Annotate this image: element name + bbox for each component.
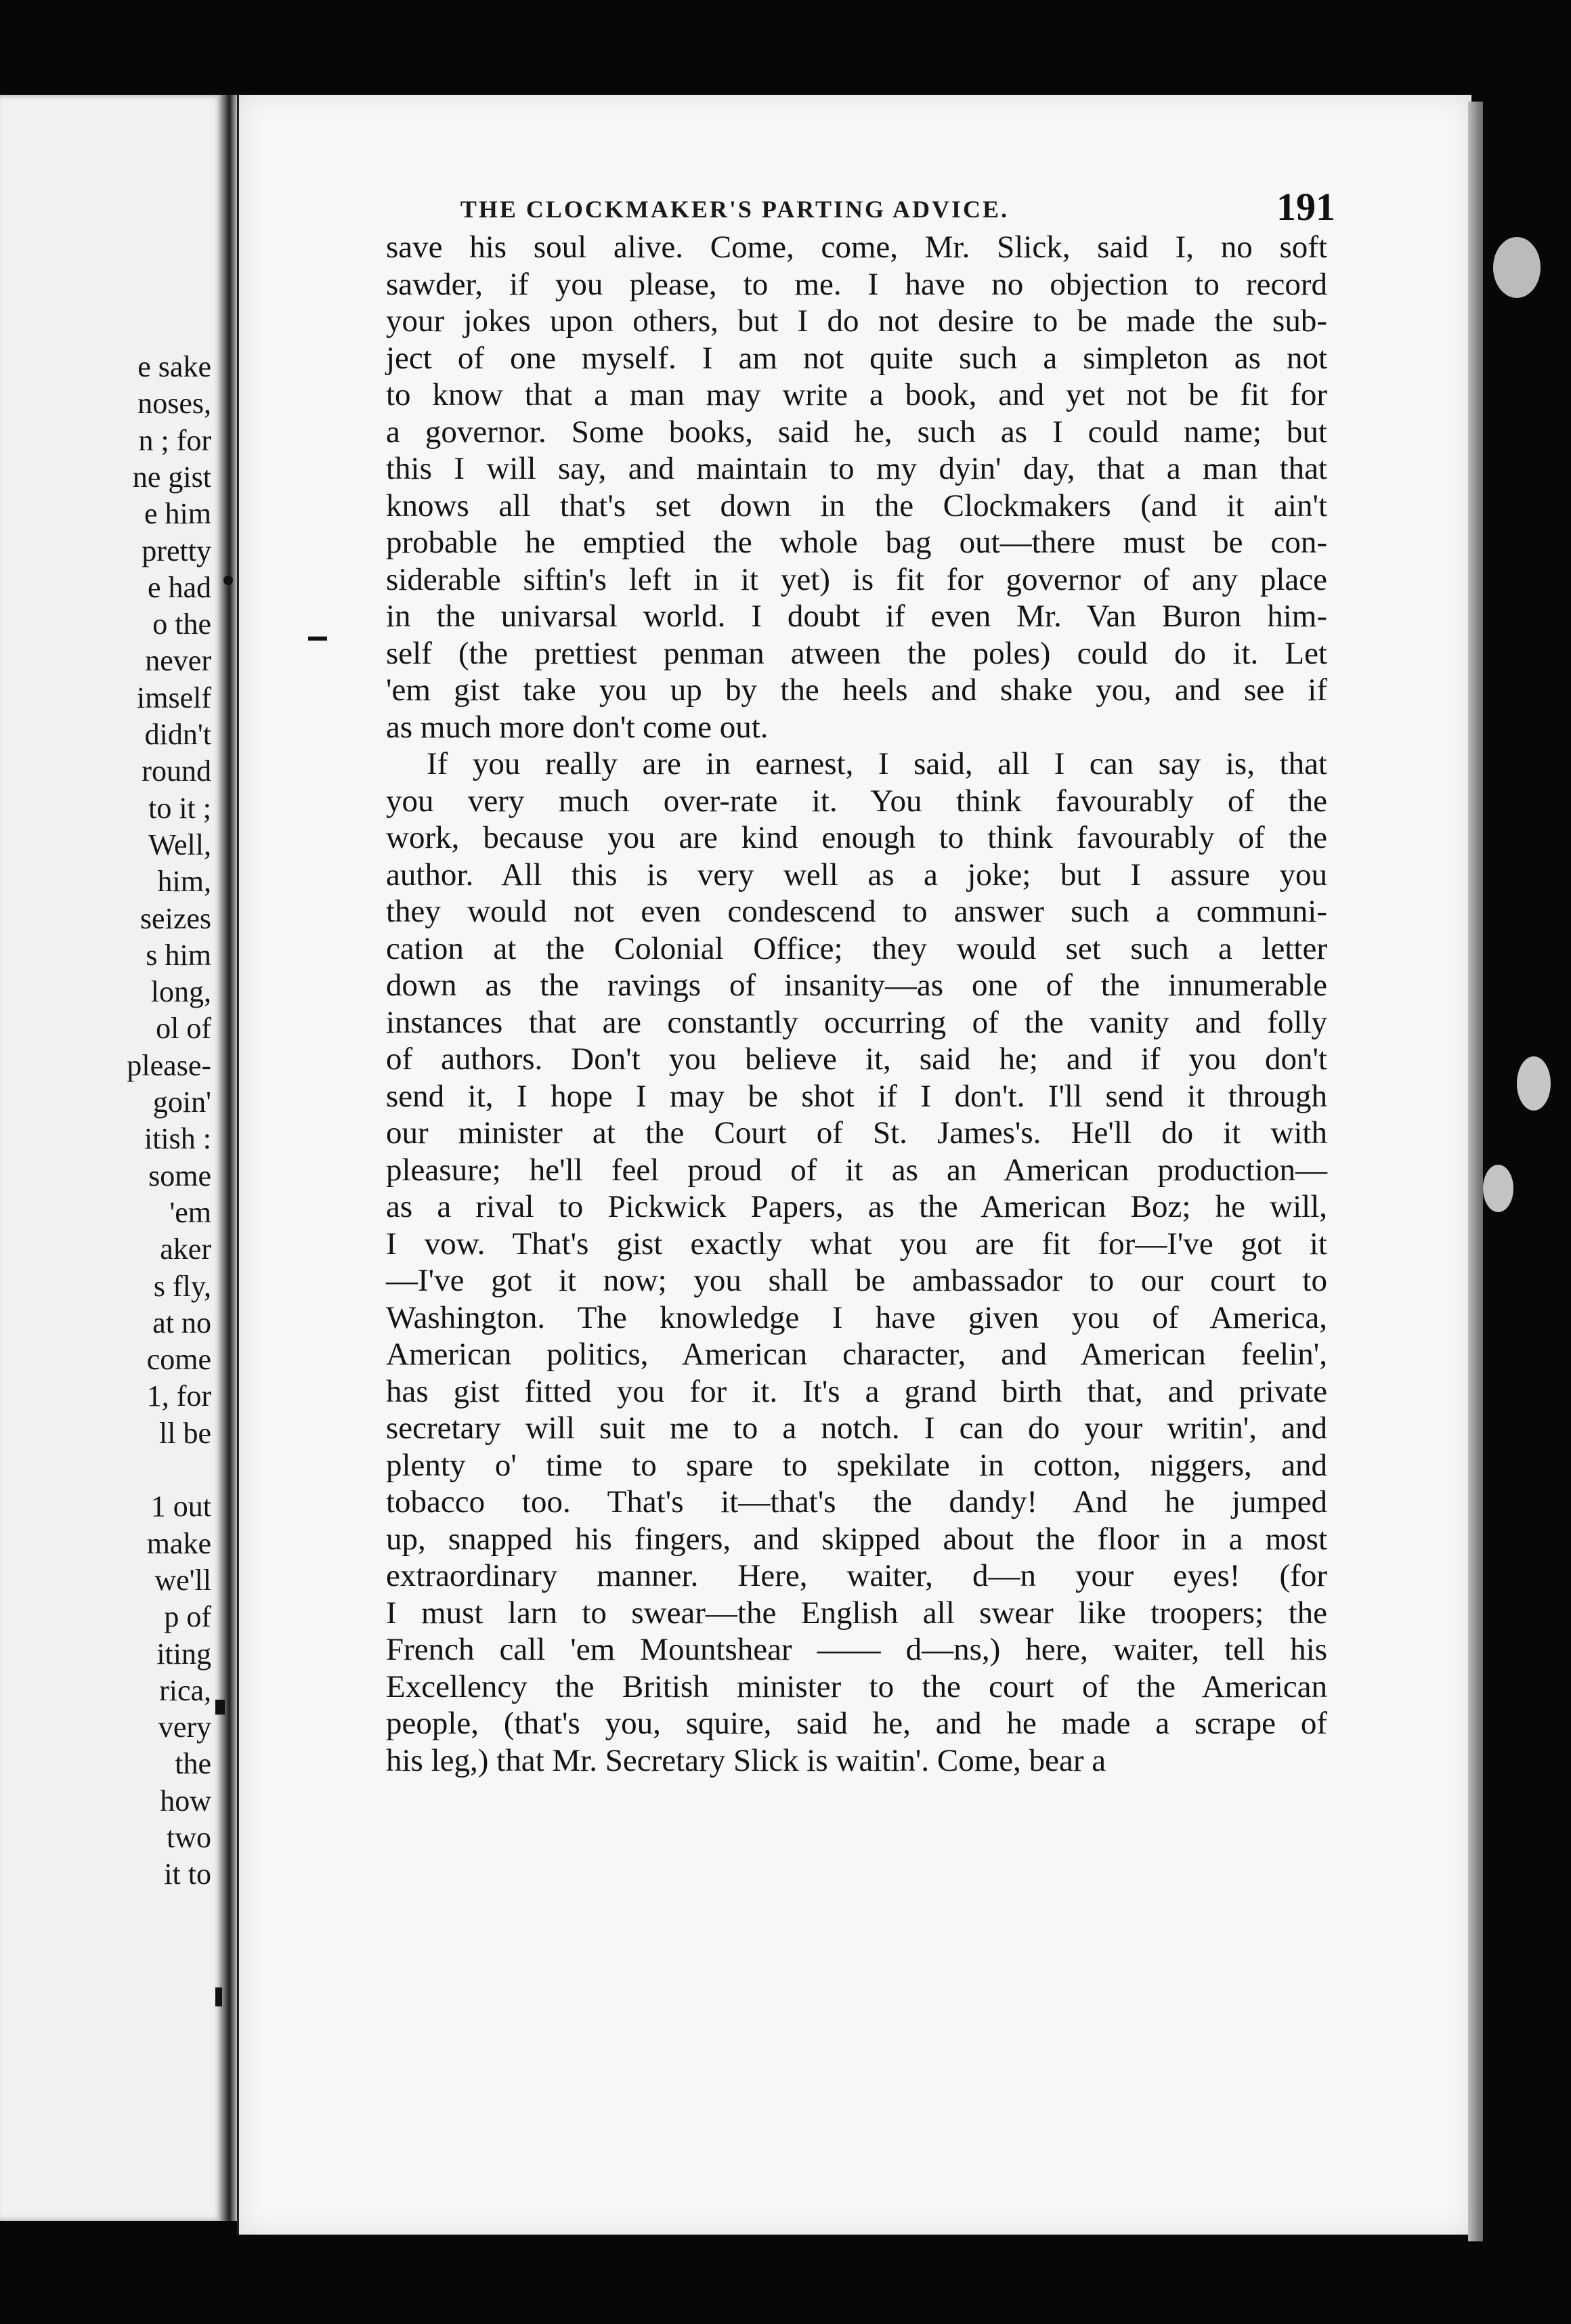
facing-page-fragment: noses,: [137, 387, 211, 421]
text-line: American politics, American character, and American feelin',: [386, 1337, 1327, 1372]
text-line: author. All this is very well as a joke; but I assure you: [386, 857, 1327, 892]
page-number: 191: [1276, 185, 1335, 229]
text-line: Excellency the British minister to the court of the American: [386, 1669, 1327, 1704]
text-line: a governor. Some books, said he, such as I could name; but: [386, 414, 1327, 450]
facing-page-fragment: goin': [152, 1085, 211, 1119]
text-line: instances that are constantly occurring of the vanity and folly: [386, 1004, 1327, 1040]
text-line: Washington. The knowledge I have given you of America,: [386, 1299, 1327, 1335]
facing-page-fragment: ol of: [156, 1012, 211, 1046]
book-gutter: [218, 95, 237, 2221]
text-line: —I've got it now; you shall be ambassador to our court to: [386, 1263, 1327, 1298]
text-line: knows all that's set down in the Clockmakers (and it ain't: [386, 488, 1327, 523]
text-line: I must larn to swear—the English all swear like troopers; the: [386, 1595, 1327, 1631]
text-line: this I will say, and maintain to my dyin' day, that a man that: [386, 451, 1327, 486]
body-text: [386, 229, 1327, 1779]
margin-mark: [223, 576, 233, 585]
facing-page-fragment: ne gist: [132, 460, 211, 494]
facing-page-fragment: 1 out: [150, 1490, 211, 1524]
text-line: 'em gist take you up by the heels and shake you, and see if: [386, 672, 1327, 708]
text-line: up, snapped his fingers, and skipped about the floor in a most: [386, 1521, 1327, 1557]
text-line: they would not even condescend to answer such a communi-: [386, 894, 1327, 929]
facing-page-fragment: e sake: [137, 350, 211, 383]
scan-blot: [1517, 1056, 1551, 1111]
facing-page-fragment: o the: [152, 607, 211, 641]
facing-page-fragment: didn't: [144, 718, 211, 751]
text-line: send it, I hope I may be shot if I don't. I'll send it through: [386, 1078, 1327, 1114]
scan-blot: [1483, 1165, 1513, 1212]
text-line: people, (that's you, squire, said he, and he made a scrape of: [386, 1706, 1327, 1741]
facing-page-fragment: the: [175, 1747, 211, 1781]
text-line: cation at the Colonial Office; they would set such a letter: [386, 930, 1327, 966]
facing-page-fragment: it to: [164, 1857, 211, 1891]
facing-page-fragment: Well,: [148, 827, 211, 861]
facing-page-fragment: s fly,: [153, 1269, 211, 1303]
facing-page-fragment: rica,: [159, 1673, 211, 1707]
text-line: self (the prettiest penman atween the poles) could do it. Let: [386, 635, 1327, 671]
facing-page-fragment: how: [160, 1784, 211, 1817]
text-line: pleasure; he'll feel proud of it as an American production—: [386, 1152, 1327, 1188]
text-line: as much more don't come out.: [386, 709, 769, 745]
text-line: your jokes upon others, but I do not desire to be made the sub-: [386, 303, 1327, 339]
facing-page-fragment: n ; for: [138, 423, 211, 457]
text-line: our minister at the Court of St. James's. He'll do it with: [386, 1115, 1327, 1150]
text-line: work, because you are kind enough to think favourably of the: [386, 820, 1327, 855]
facing-page-fragment: please-: [127, 1048, 211, 1082]
facing-page-fragment: p of: [164, 1600, 211, 1634]
text-line: down as the ravings of insanity—as one of the innumerable: [386, 968, 1327, 1003]
text-line: French call 'em Mountshear —— d—ns,) here, waiter, tell his: [386, 1632, 1327, 1667]
text-line: sawder, if you please, to me. I have no objection to record: [386, 266, 1327, 302]
facing-page-fragment: itish :: [144, 1122, 211, 1156]
text-line: his leg,) that Mr. Secretary Slick is waitin'. Come, bear a: [386, 1742, 1106, 1778]
margin-mark: [308, 637, 327, 641]
text-line: secretary will suit me to a notch. I can do your writin', and: [386, 1411, 1327, 1446]
text-line: probable he emptied the whole bag out—there must be con-: [386, 525, 1327, 560]
facing-page-fragment: make: [146, 1526, 211, 1560]
running-head: THE CLOCKMAKER'S PARTING ADVICE.: [460, 196, 1009, 223]
facing-page-fragment: seizes: [139, 901, 211, 935]
text-line: ject of one myself. I am not quite such a simpleton as not: [386, 340, 1327, 376]
text-line: siderable siftin's left in it yet) is fit for governor of any place: [386, 561, 1327, 597]
facing-page-fragment: imself: [137, 681, 211, 714]
text-line: extraordinary manner. Here, waiter, d—n your eyes! (for: [386, 1558, 1327, 1593]
facing-page-fragment: aker: [160, 1232, 211, 1266]
facing-page-fragment: very: [158, 1710, 211, 1744]
page-edge: [1468, 102, 1483, 2241]
facing-page-left: [0, 95, 223, 2221]
margin-mark: [215, 1700, 225, 1715]
text-line: of authors. Don't you believe it, said he; and if you don't: [386, 1041, 1327, 1077]
text-line: I vow. That's gist exactly what you are fit for—I've got it: [386, 1226, 1327, 1262]
text-line: If you really are in earnest, I said, all I can say is, that: [427, 746, 1327, 781]
text-line: to know that a man may write a book, and yet not be fit for: [386, 377, 1327, 412]
text-line: tobacco too. That's it—that's the dandy! And he jumped: [386, 1484, 1327, 1520]
margin-mark: [215, 1987, 222, 2006]
facing-page-fragment: pretty: [142, 534, 211, 567]
facing-page-fragment: s him: [146, 938, 211, 972]
facing-page-fragment: round: [142, 754, 211, 788]
facing-page-fragment: e him: [144, 497, 211, 531]
facing-page-fragment: long,: [150, 975, 211, 1009]
facing-page-fragment: we'll: [154, 1563, 211, 1597]
text-line: as a rival to Pickwick Papers, as the American Boz; he will,: [386, 1189, 1327, 1224]
facing-page-fragment: never: [145, 644, 211, 678]
facing-page-fragment: ll be: [159, 1416, 211, 1450]
facing-page-fragment: 1, for: [146, 1379, 211, 1413]
facing-page-fragment: some: [148, 1159, 211, 1192]
facing-page-fragment: 'em: [169, 1195, 211, 1229]
facing-page-fragment: come: [146, 1343, 211, 1377]
text-line: in the univarsal world. I doubt if even Mr. Van Buron him-: [386, 599, 1327, 634]
text-line: has gist fitted you for it. It's a grand birth that, and private: [386, 1373, 1327, 1409]
text-line: save his soul alive. Come, come, Mr. Slick, said I, no soft: [386, 230, 1327, 265]
facing-page-fragment: him,: [157, 865, 211, 899]
facing-page-fragment: iting: [156, 1637, 211, 1671]
facing-page-fragment: to it ;: [148, 791, 211, 825]
facing-page-fragment: at no: [152, 1306, 211, 1339]
text-line: you very much over-rate it. You think favourably of the: [386, 783, 1327, 819]
scan-blot: [1493, 237, 1541, 298]
facing-page-fragment: two: [167, 1821, 211, 1854]
facing-page-fragment: e had: [147, 570, 211, 604]
text-line: plenty o' time to spare to spekilate in cotton, niggers, and: [386, 1447, 1327, 1483]
